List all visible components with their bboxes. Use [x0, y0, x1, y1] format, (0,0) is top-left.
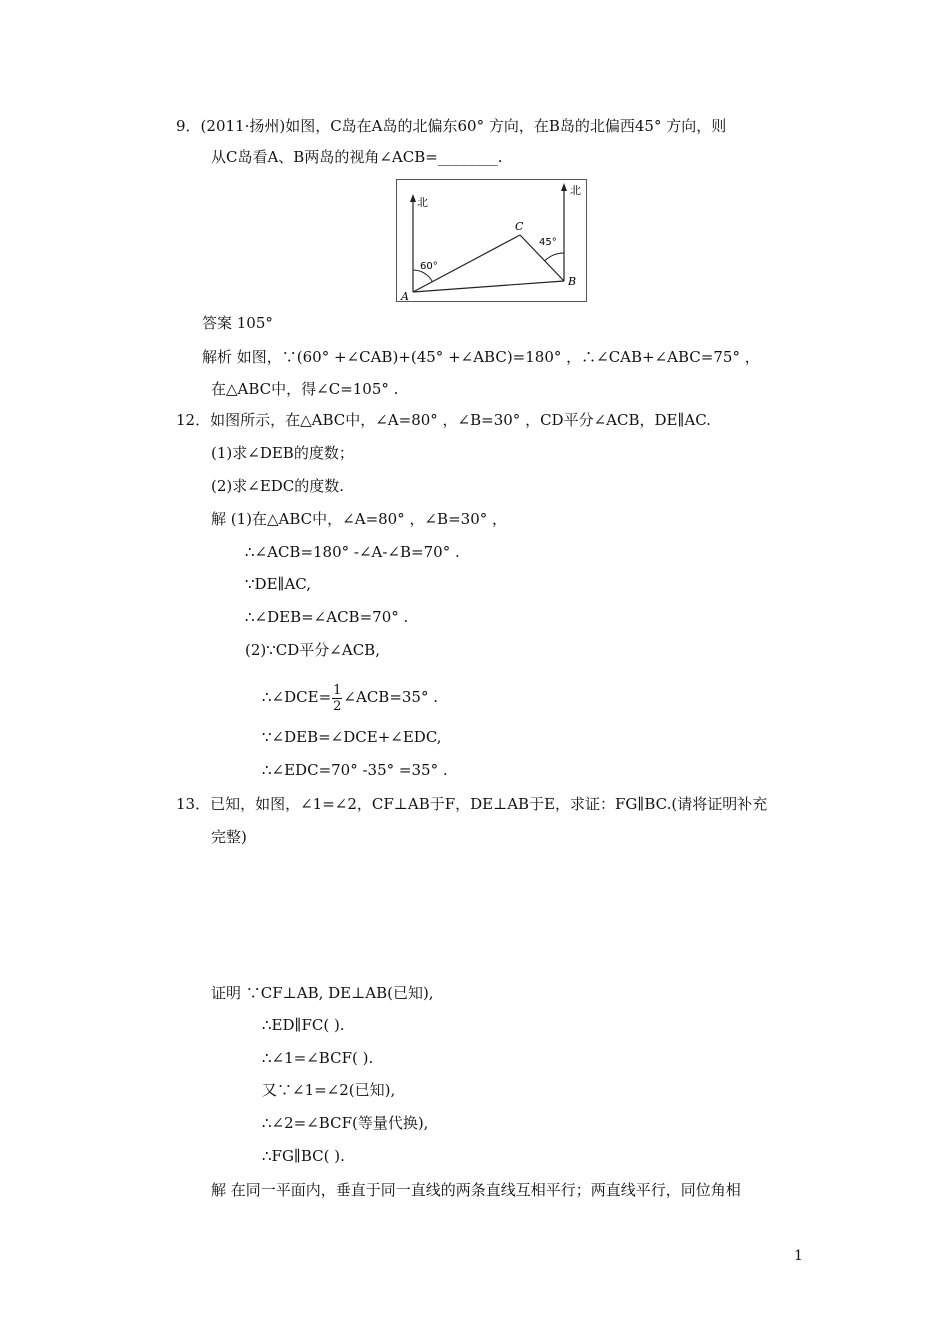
angle-label-b: 45° — [539, 237, 557, 248]
q12-part-2: (2)求∠EDC的度数. — [211, 477, 345, 495]
angle-label-a: 60° — [420, 261, 438, 272]
q9-line-1: 9．(2011·扬州)如图，C岛在A岛的北偏东60° 方向，在B岛的北偏西45° 方向，则 — [176, 117, 727, 135]
q12-line-1: 12．如图所示，在△ABC中，∠A=80° ，∠B=30° ，CD平分∠ACB，DE∥AC. — [176, 411, 711, 429]
fraction-numerator: 1 — [333, 682, 342, 698]
q13-line-1: 13．已知，如图，∠1=∠2，CF⊥AB于F，DE⊥AB于E，求证：FG∥BC.(请将证明补充 — [176, 795, 768, 813]
q12-solution-6-post: ∠ACB=35° . — [343, 688, 439, 706]
q12-part-1: (1)求∠DEB的度数； — [211, 444, 354, 462]
q13-solution: 解 在同一平面内，垂直于同一直线的两条直线互相平行；两直线平行，同位角相 — [211, 1181, 741, 1199]
q12-solution-2: ∴∠ACB=180° -∠A-∠B=70° . — [245, 543, 460, 561]
q9-analysis-2: 在△ABC中，得∠C=105° . — [211, 380, 399, 398]
point-label-b: B — [568, 275, 577, 288]
point-label-a: A — [401, 290, 409, 302]
q9-answer: 答案 105° — [202, 314, 273, 332]
q9-figure — [396, 179, 587, 302]
q9-line-2: 从C岛看A、B两岛的视角∠ACB=________. — [211, 148, 503, 166]
q13-proof-4: 又∵∠1=∠2(已知), — [262, 1081, 396, 1099]
point-label-c: C — [515, 220, 524, 233]
q9-analysis-1: 解析 如图，∵(60° +∠CAB)+(45° +∠ABC)=180° ，∴∠CAB+∠ABC=75° ， — [202, 348, 760, 366]
q12-solution-6 — [262, 680, 438, 714]
q13-proof-5: ∴∠2=∠BCF(等量代换), — [262, 1114, 429, 1132]
fraction-denominator: 2 — [333, 698, 342, 714]
q12-solution-1: 解 (1)在△ABC中，∠A=80° ，∠B=30° ， — [211, 510, 508, 528]
page-number: 1 — [794, 1248, 803, 1264]
q12-solution-3: ∵DE∥AC, — [245, 575, 311, 593]
q12-solution-4: ∴∠DEB=∠ACB=70° . — [245, 608, 409, 626]
q12-solution-7: ∵∠DEB=∠DCE+∠EDC, — [262, 728, 442, 746]
q13-proof-2: ∴ED∥FC( ). — [262, 1016, 345, 1034]
one-half-fraction — [332, 683, 342, 714]
q12-solution-6-pre: ∴∠DCE= — [262, 688, 332, 706]
q12-solution-5: (2)∵CD平分∠ACB, — [245, 641, 380, 659]
q12-solution-8: ∴∠EDC=70° -35° =35° . — [262, 761, 448, 779]
q13-proof-1: 证明 ∵CF⊥AB, DE⊥AB(已知), — [211, 984, 434, 1002]
q13-line-2: 完整) — [211, 828, 247, 846]
q13-proof-6: ∴FG∥BC( ). — [262, 1147, 345, 1165]
north-label-a: 北 — [417, 196, 428, 209]
north-label-b: 北 — [570, 184, 581, 197]
q13-proof-3: ∴∠1=∠BCF( ). — [262, 1049, 374, 1067]
